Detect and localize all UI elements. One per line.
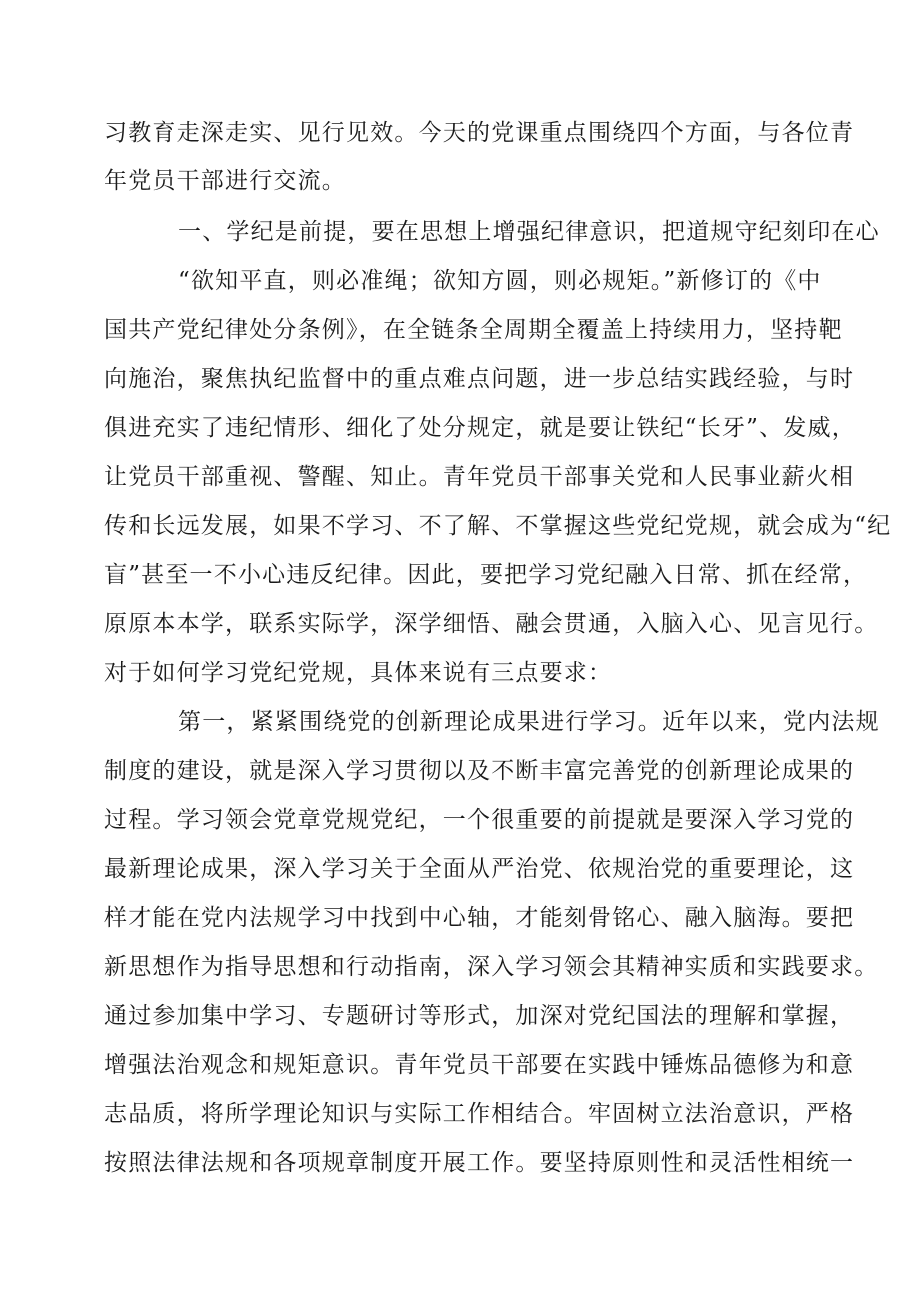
section-heading-1: 一、学纪是前提，要在思想上增强纪律意识，把道规守纪刻印在心 — [178, 219, 880, 245]
text-line-22: 按照法律法规和各项规章制度开展工作。要坚持原则性和灵活性相统一 — [104, 1150, 855, 1176]
text-line-15: 过程。学习领会党章党规党纪，一个很重要的前提就是要深入学习党的 — [104, 807, 855, 833]
text-line-6: 向施治，聚焦执纪监督中的重点难点问题，进一步总结实践经验，与时 — [104, 366, 855, 392]
text-line-2: 年党员干部进行交流。 — [104, 168, 346, 194]
text-line-14: 制度的建设，就是深入学习贯彻以及不断丰富完善党的创新理论成果的 — [104, 758, 855, 784]
text-line-16: 最新理论成果，深入学习关于全面从严治党、依规治党的重要理论，这 — [104, 856, 855, 882]
text-line-19: 通过参加集中学习、专题研讨等形式，加深对党纪国法的理解和掌握， — [104, 1003, 855, 1029]
text-line-8: 让党员干部重视、警醒、知止。青年党员干部事关党和人民事业薪火相 — [104, 464, 855, 490]
text-line-7: 俱进充实了违纪情形、细化了处分规定，就是要让铁纪“长牙”、发威， — [104, 415, 856, 441]
text-line-18: 新思想作为指导思想和行动指南，深入学习领会其精神实质和实践要求。 — [104, 954, 879, 980]
text-line-5: 国共产党纪律处分条例》，在全链条全周期全覆盖上持续用力，坚持靶 — [104, 317, 843, 343]
text-line-9: 传和长远发展，如果不学习、不了解、不掌握这些党纪党规，就会成为“纪 — [104, 513, 892, 539]
text-line-20: 增强法治观念和规矩意识。青年党员干部要在实践中锤炼品德修为和意 — [104, 1052, 855, 1078]
text-line-11: 原原本本学，联系实际学，深学细悟、融会贯通，入脑入心、见言见行。 — [104, 611, 879, 637]
text-line-21: 志品质，将所学理论知识与实际工作相结合。牢固树立法治意识，严格 — [104, 1101, 855, 1127]
text-line-12: 对于如何学习党纪党规，具体来说有三点要求： — [104, 660, 613, 686]
paragraph-first-point: 第一，紧紧围绕党的创新理论成果进行学习。近年以来，党内法规 — [178, 709, 880, 735]
quote-line: “欲知平直，则必准绳；欲知方圆，则必规矩。”新修订的《中 — [178, 268, 822, 294]
text-line-10: 盲”甚至一不小心违反纪律。因此，要把学习党纪融入日常、抓在经常， — [104, 562, 868, 588]
text-line-1: 习教育走深走实、见行见效。今天的党课重点围绕四个方面，与各位青 — [104, 120, 855, 146]
text-line-17: 样才能在党内法规学习中找到中心轴，才能刻骨铭心、融入脑海。要把 — [104, 905, 855, 931]
